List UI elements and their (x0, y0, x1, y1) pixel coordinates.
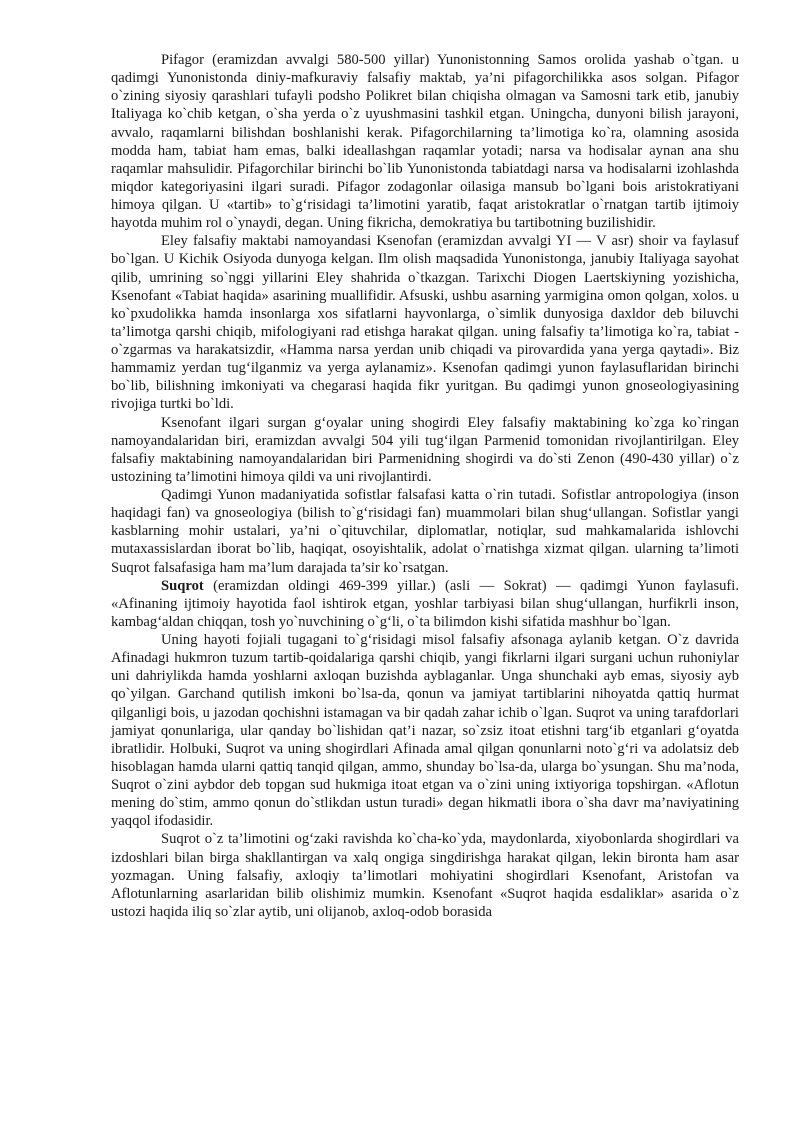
paragraph-text: Eley falsafiy maktabi namoyandasi Ksenofan (eramizdan avvalgi YI — V asr) shoir va faylasuf bo`lgan. U Kichik Osiyoda dunyoga kelgan. Ilm olish maqsadida Yunonistonga, janubiy Italiyaga sayohat qilib, umrining so`nggi yillarini Eley shahrida o`tkazgan. Tarixchi Diogen Laertskiyning yozishicha, Ksenofant «Tabiat haqida» asarining muallifidir. Afsuski, ushbu asarning yarmigina omon qolgan, xolos. u ko`pxudolikka hamda insonlarga xos sifatlarni hayvonlarga, o`simlik dunyosiga daxldor deb biluvchi ta’limotga qarshi chiqib, mifologiyani rad etishga harakat qilgan. uning falsafiy ta’limotiga ko`ra, tabiat - o`zgarmas va harakatsizdir, «Hamma narsa yerdan unib chiqadi va pirovardida yana yerga qaytadi». Biz hammamiz yerdan tug‘ilganmiz va yerga aylanamiz». Ksenofan qadimgi yunon faylasuflaridan birinchi bo`lib, bilishning imkoniyati va chegarasi haqida fikr yuritgan. Bu qadimgi yunon gnoseologiyasining rivojiga turtki bo`ldi. (111, 233, 739, 413)
paragraph-text: Qadimgi Yunon madaniyatida sofistlar falsafasi katta o`rin tutadi. Sofistlar antropologiya (inson haqidagi fan) va gnoseologiya (bilish to`g‘risidagi fan) muammolari bilan shug‘ullangan. Sofistlar yangi kasblarning mohir ustalari, ya’ni o`qituvchilar, diplomatlar, notiqlar, sud mahkamalarida ishlovchi mutaxassislardan iborat bo`lib, haqiqat, osoyishtalik, adolat o`rnatishga xizmat qilgan. ularning ta’limoti Suqrot falsafasiga ham ma’lum darajada ta’sir ko`rsatgan. (111, 487, 739, 576)
paragraph-suqrot-talimoti (111, 830, 739, 921)
paragraph-suqrot-hayoti (111, 631, 739, 830)
paragraph-text: (eramizdan oldingi 469-399 yillar.) (asli — Sokrat) — qadimgi Yunon faylasufi. «Afinaning ijtimoiy hayotida faol ishtirok etgan, yoshlar tarbiyasi bilan shug‘ullangan, hurfikrli inson, kambag‘aldan chiqqan, tosh yo`nuvchining o`g‘li, o`ta bilimdon kishi sifatida mashhur bo`lgan. (111, 577, 739, 630)
paragraph-text: Suqrot o`z ta’limotini og‘zaki ravishda ko`cha-ko`yda, maydonlarda, xiyobonlarda shogirdlari va izdoshlari bilan birga shakllantirgan va xalq ongiga singdirishga harakat qilgan, lekin bironta ham asar yozmagan. Uning falsafiy, axloqiy ta’limotlari mohiyatini shogirdlari Ksenofant, Aristofan va Aflotunlarning asarlaridan bilib olishimiz mumkin. Ksenofant «Suqrot haqida esdaliklar» asarida o`z ustozi haqida iliq so`zlar aytib, uni olijanob, axloq-odob borasida (111, 831, 739, 920)
paragraph-parmenid (111, 414, 739, 487)
paragraph-lead-suqrot: Suqrot (161, 577, 204, 594)
paragraph-pifagor (111, 51, 739, 232)
paragraph-text: Pifagor (eramizdan avvalgi 580-500 yillar) Yunonistonning Samos orolida yashab o`tgan. u qadimgi Yunonistonda diniy-mafkuraviy falsafiy maktab, ya’ni pifagorchilikka asos solgan. Pifagor o`zining siyosiy qarashlari tufayli podsho Polikret bilan chiqisha olmagan va Samosni tark etib, janubiy Italiyaga ko`chib ketgan, o`sha yerda o`z uyushmasini tashkil etgan. Uningcha, dunyoni bilish jarayoni, avvalo, raqamlarni bilishdan boshlanishi kerak. Pifagorchilarning ta’limotiga ko`ra, olamning asosida modda ham, tabiat ham emas, balki ideallashgan raqamlar yotadi; narsa va hodisalar aynan ana shu raqamlar mahsulidir. Pifagorchilar birinchi bo`lib Yunonistonda tabiatdagi narsa va hodisalarni izohlashda miqdor kategoriyasini ilgari suradi. Pifagor zodagonlar oilasiga mansub bo`lgani bois aristokratiyani himoya qilgan. U «tartib» to`g‘risidagi ta’limotini yaratib, faqat aristokratlar o`rnatgan tartib ijtimoiy hayotda muhim rol o`ynaydi, degan. Uning fikricha, demokratiya bu tartibotning buzilishidir. (111, 52, 739, 232)
paragraph-sofistlar (111, 486, 739, 577)
document-page (111, 51, 739, 921)
paragraph-text: Ksenofant ilgari surgan g‘oyalar uning shogirdi Eley falsafiy maktabining ko`zga ko`ringan namoyandalaridan biri, eramizdan avvalgi 504 yili tug‘ilgan Parmenid tomonidan rivojlantirilgan. Eley falsafiy maktabining namoyandalaridan biri Parmenidning shogirdi va do`sti Zenon (490-430 yillar) o`z ustozining ta’limotini himoya qildi va uni rivojlantirdi. (111, 414, 739, 485)
paragraph-ksenofan (111, 232, 739, 413)
paragraph-suqrot-intro (111, 577, 739, 631)
paragraph-text: Uning hayoti fojiali tugagani to`g‘risidagi misol falsafiy afsonaga aylanib ketgan. O`z davrida Afinadagi hukmron tuzum tartib-qoidalariga qarshi chiqib, yangi fikrlarni ilgari surgani uchun ruhoniylar uni dahriylikda hamda yoshlarni axloqan buzishda ayblaganlar. Unga shunchaki ayb emas, siyosiy ayb qo`yilgan. Garchand qutilish imkoni bo`lsa-da, qonun va jamiyat tartiblarini nihoyatda qattiq hurmat qilganligi bois, u jazodan qochishni istamagan va bir qadah zahar ichib o`lgan. Suqrot va uning tarafdorlari jamiyat qonunlariga, ular qanday bo`lishidan qat’i nazar, so`zsiz itoat etishni targ‘ib etganlari g‘oyatda ibratlidir. Holbuki, Suqrot va uning shogirdlari Afinada amal qilgan qonunlarni noto`g‘ri va adolatsiz deb hisoblagan hamda ularni qattiq tanqid qilgan, ammo, shunday bo`lsa-da, ularga bo`ysungan. Shu ma’noda, Suqrot o`zini aybdor deb topgan sud hukmiga itoat etgan va o`zini uning ixtiyoriga topshirgan. «Aflotun mening do`stim, ammo qonun do`stlikdan ustun turadi» degan hikmatli ibora o`sha davr ma’naviyatining yaqqol ifodasidir. (111, 632, 739, 830)
